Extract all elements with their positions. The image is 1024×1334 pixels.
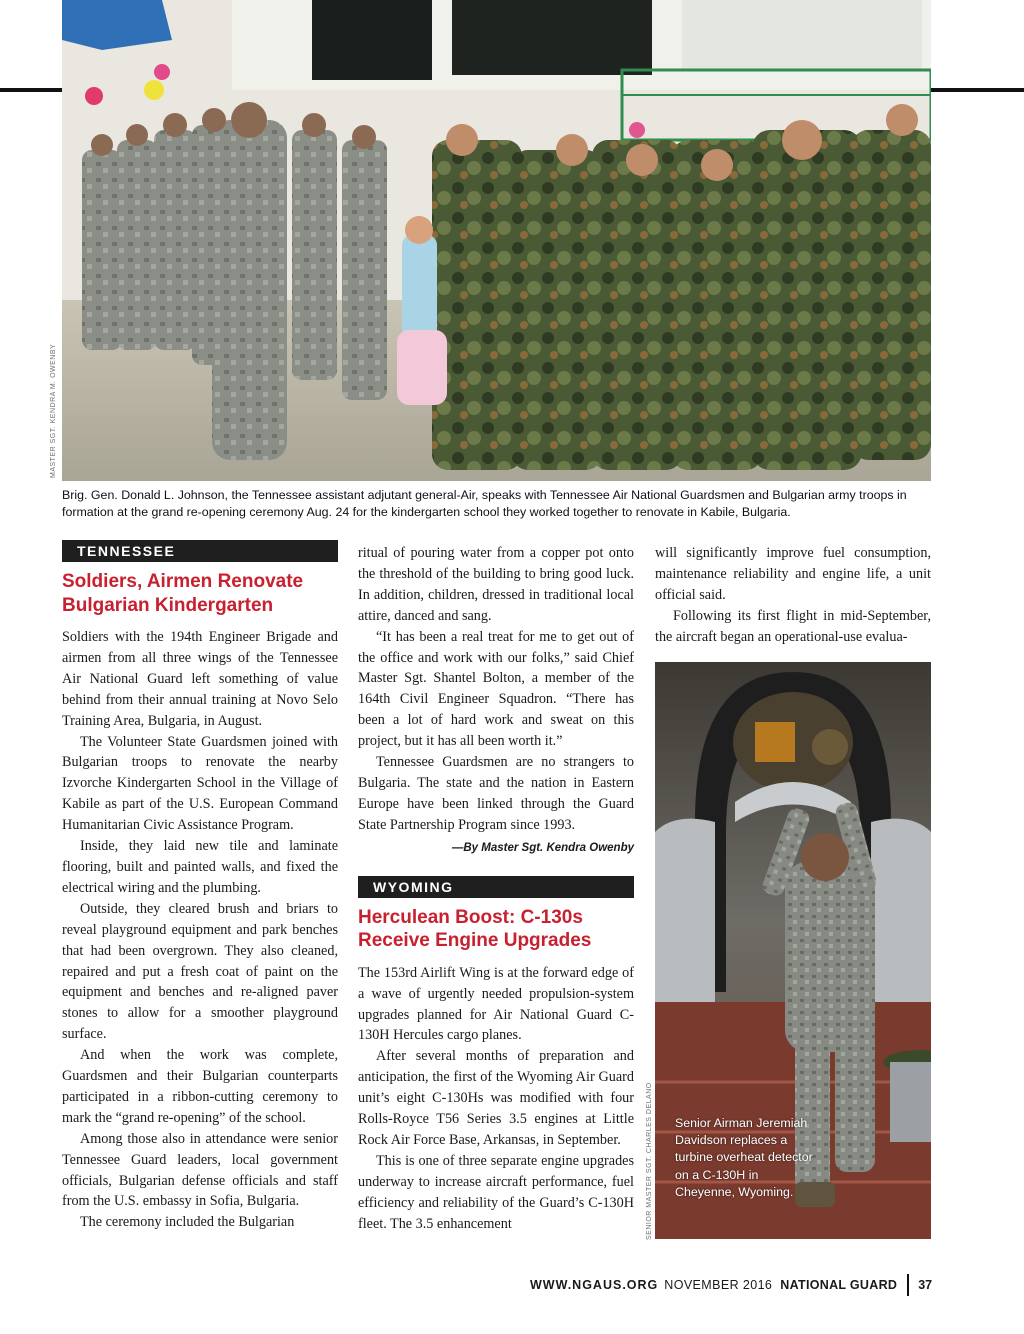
- footer-magazine-name: NATIONAL GUARD: [780, 1278, 898, 1292]
- section-tag-wyoming: WYOMING: [358, 876, 634, 898]
- paragraph: “It has been a real treat for me to get out of the office and work with our folks,” said Chief Master Sgt. Shantel Bolton, a member of the 164th Civil Engineer Squadron. “There has been a lot of hard work and sweat on this project, but it has all been worth it.”: [358, 628, 634, 750]
- footer-issue-date: NOVEMBER 2016: [664, 1278, 773, 1292]
- paragraph: After several months of preparation and anticipation, the first of the Wyoming Air Guard unit’s eight C-130Hs was modified with four Rolls-Royce T56 Series 3.5 engines at Little Rock Air Force Base, Arkansas, in September.: [358, 1048, 634, 1148]
- paragraph: This is one of three separate engine upgrades underway to increase aircraft performance, fuel efficiency and reliability of the Guard’s C-130H fleet. The 3.5 enhancement: [358, 1152, 634, 1232]
- column-3: [655, 543, 931, 648]
- top-photo-soldiers-formation: [62, 0, 931, 481]
- paragraph: Among those also in attendance were senior Tennessee Guard leaders, local government officials, Bulgarian defense officials and staff from the U.S. embassy in Sofia, Bulgaria.: [62, 1130, 338, 1210]
- paragraph: The ceremony included the Bulgarian: [80, 1214, 295, 1231]
- paragraph: Tennessee Guardsmen are no strangers to Bulgaria. The state and the nation in Eastern Europe have been linked through the Guard State Partnership Program since 1993.: [358, 754, 634, 833]
- column-1: [62, 540, 338, 1233]
- right-photo-caption: Senior Airman Jeremiah Davidson replaces a turbine overheat detector on a C-130H in Cheyenne, Wyoming.: [675, 1116, 813, 1199]
- footer-divider: [907, 1274, 909, 1296]
- paragraph: will significantly improve fuel consumption, maintenance reliability and engine life, a unit official said.: [655, 545, 931, 603]
- right-photo-credit: SENIOR MASTER SGT. CHARLES DELANO: [646, 1082, 653, 1240]
- headline-wyoming: Herculean Boost: C-130s Receive Engine Upgrades: [358, 906, 592, 952]
- headline-tennessee: Soldiers, Airmen Renovate Bulgarian Kindergarten: [62, 571, 304, 616]
- footer-website: WWW.NGAUS.ORG: [530, 1278, 659, 1292]
- section-tag-tennessee: TENNESSEE: [62, 540, 338, 562]
- paragraph: Outside, they cleared brush and briars to reveal playground equipment and park benches that had been overgrown. They also cleaned, repaired and put a fresh coat of paint on the equipment and benches and re-aligned paver stones to allow for a smoother playground surface.: [62, 900, 338, 1043]
- page-footer: [530, 1276, 932, 1294]
- paragraph: ritual of pouring water from a copper pot onto the threshold of the building to bring good luck. In addition, children, dressed in traditional local attire, danced and sang.: [358, 545, 634, 624]
- paragraph: Following its first flight in mid-September, the aircraft began an operational-use evalua-: [655, 607, 931, 645]
- paragraph: The 153rd Airlift Wing is at the forward edge of a wave of urgently needed propulsion-system upgrades planned for Air National Guard C-130H Hercules cargo planes.: [358, 964, 634, 1044]
- paragraph: Soldiers with the 194th Engineer Brigade and airmen from all three wings of the Tennessee Air National Guard left something of value behind from their annual training at Novo Selo Training Area, Bulgaria, in August.: [62, 629, 338, 729]
- column-2: [358, 543, 634, 1234]
- paragraph: And when the work was complete, Guardsmen and their Bulgarian counterparts participated in a ribbon-cutting ceremony to mark the “grand re-opening” of the school.: [62, 1047, 338, 1126]
- header-rule-right: [931, 88, 1024, 92]
- byline-tennessee: —By Master Sgt. Kendra Owenby: [451, 841, 634, 854]
- paragraph: Inside, they laid new tile and laminate flooring, built and painted walls, and fixed the electrical wiring and the plumbing.: [62, 838, 338, 896]
- page-number: 37: [918, 1278, 933, 1292]
- paragraph: The Volunteer State Guardsmen joined with Bulgarian troops to renovate the nearby Izvorche Kindergarten School in the Village of Kabile as part of the U.S. European Command Humanitarian Civic Assistance Program.: [62, 733, 338, 834]
- top-photo-credit: MASTER SGT. KENDRA M. OWENBY: [50, 343, 57, 478]
- header-rule-left: [0, 88, 62, 92]
- top-photo-caption: Brig. Gen. Donald L. Johnson, the Tennessee assistant adjutant general-Air, speaks with Tennessee Air National Guardsmen and Bulgarian army troops in formation at the grand re-opening ceremony Aug. 24 for the kindergarten school they worked together to renovate in Kabile, Bulgaria.: [62, 488, 907, 519]
